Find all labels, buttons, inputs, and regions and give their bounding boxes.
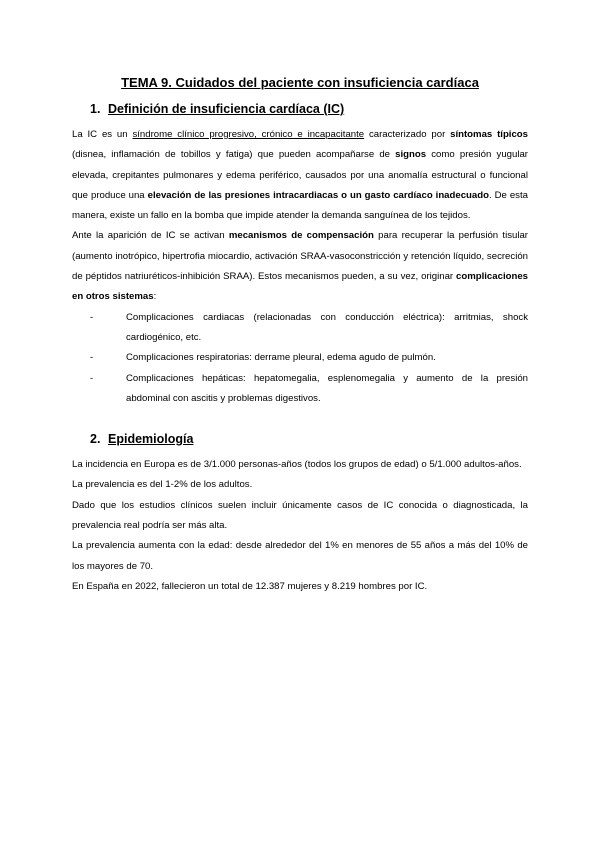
- text-run: La IC es un: [72, 129, 133, 140]
- list-item: [90, 308, 528, 349]
- section-heading-text: Definición de insuficiencia cardíaca (IC): [108, 102, 345, 116]
- section-spacer: [72, 409, 528, 431]
- text-run: caracterizado por: [364, 129, 451, 140]
- dash-bullet: -: [90, 372, 94, 384]
- list-item-text: Complicaciones hepáticas: hepatomegalia, esplenomegalia y aumento de la presión abdominal con ascitis y problemas digestivos.: [126, 372, 528, 404]
- paragraph-edad: La prevalencia aumenta con la edad: desde alrededor del 1% en menores de 55 años a más del 10% de los mayores de 70.: [72, 540, 528, 572]
- paragraph-estudios: Dado que los estudios clínicos suelen incluir únicamente casos de IC conocida o diagnosticada, la prevalencia real podría ser más alta.: [72, 499, 528, 532]
- section-heading-text: Epidemiología: [108, 432, 194, 447]
- paragraph-espana: En España en 2022, fallecieron un total de 12.387 mujeres y 8.219 hombres por IC.: [72, 580, 428, 592]
- list-item: [90, 369, 528, 410]
- section-heading-epidemiologia: [90, 431, 528, 447]
- bold-term: complicaciones en otros sistemas: [72, 271, 528, 303]
- document-title-text: TEMA 9. Cuidados del paciente con insuficiencia cardíaca: [121, 75, 479, 90]
- paragraph-compensacion: [72, 226, 528, 307]
- section-number: 1.: [90, 102, 101, 116]
- complications-list: [72, 308, 528, 409]
- paragraph-incidencia: La incidencia en Europa es de 3/1.000 personas-años (todos los grupos de edad) o 5/1.000 adultos-años.: [72, 459, 522, 471]
- dash-bullet: -: [90, 352, 94, 364]
- document-title: [72, 74, 528, 91]
- bold-term: mecanismos de compensación: [228, 230, 374, 242]
- section-heading-definicion: [90, 101, 528, 117]
- list-item: [90, 348, 528, 368]
- paragraph-definicion: [72, 125, 528, 226]
- text-run: para recuperar la perfusión tisular (aumento inotrópico, hipertrofia miocardio, activación SRAA-vasoconstricción y retención líquido, secreción de péptidos natriuréticos-inhibición SRAA). Estos mecanismos pueden, a su vez, originar: [72, 230, 529, 283]
- underlined-term: síndrome clínico progresivo, crónico e incapacitante: [132, 129, 365, 140]
- bold-term: signos: [395, 149, 427, 161]
- list-item-text: Complicaciones cardiacas (relacionadas con conducción eléctrica): arritmias, shock cardiogénico, etc.: [126, 311, 528, 343]
- list-item-text: Complicaciones respiratorias: derrame pleural, edema agudo de pulmón.: [126, 352, 436, 364]
- paragraph-prevalencia: La prevalencia es del 1-2% de los adultos.: [72, 479, 253, 491]
- text-run: como presión yugular elevada, crepitantes pulmonares y edema periférico, causados por una anomalía estructural o funcional que produce una: [72, 149, 528, 201]
- text-run: (disnea, inflamación de tobillos y fatiga) que pueden acompañarse de: [72, 149, 396, 161]
- text-run: . De esta manera, existe un fallo en la bomba que impide atender la demanda sanguínea de los tejidos.: [72, 189, 528, 222]
- dash-bullet: -: [90, 311, 94, 323]
- bold-term: elevación de las presiones intracardiacas o un gasto cardíaco inadecuado: [147, 189, 489, 201]
- bold-term: síntomas típicos: [450, 129, 529, 140]
- text-run: :: [153, 291, 157, 303]
- section-number: 2.: [90, 432, 101, 447]
- text-run: Ante la aparición de IC se activan: [72, 230, 229, 242]
